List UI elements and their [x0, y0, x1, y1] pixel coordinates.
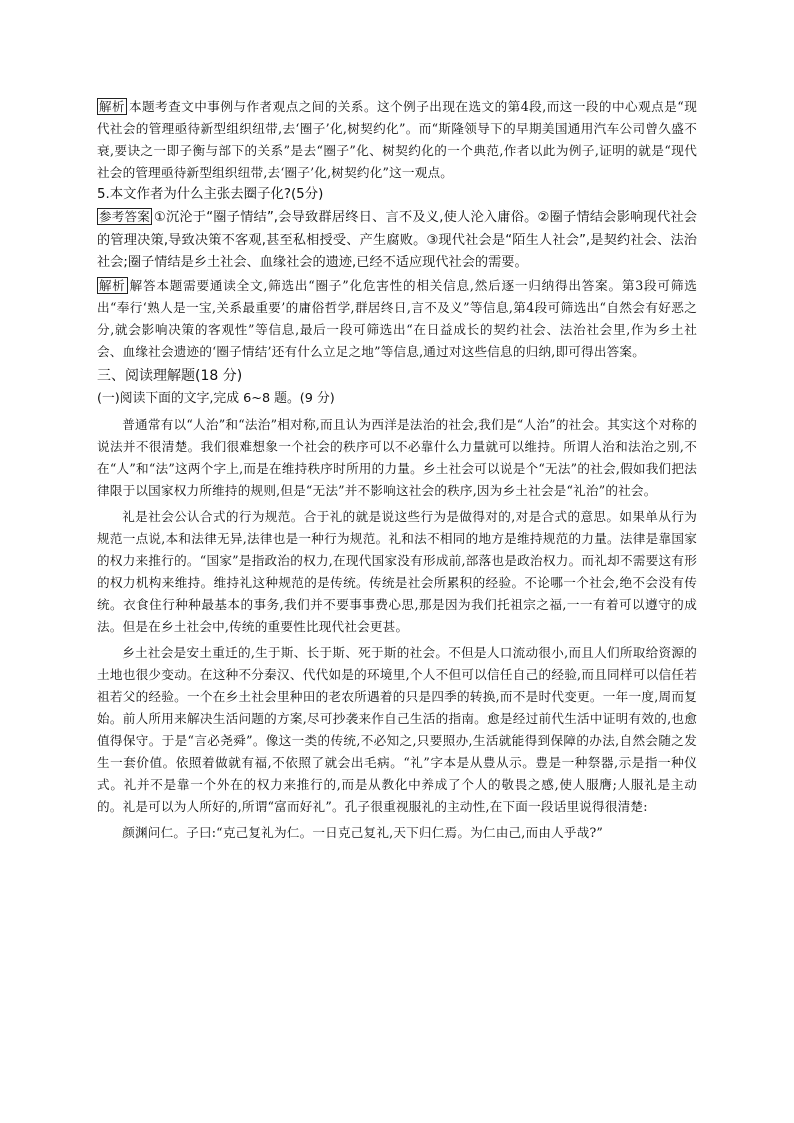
question-5: 5.本文作者为什么主张去圈子化?(5分) — [97, 187, 324, 202]
analysis-label: 解析 — [99, 277, 126, 293]
passage-paragraph-4: 颜渊问仁。子曰:“克己复礼为仁。一日克己复礼,天下归仁焉。为仁由己,而由人乎哉?” — [122, 824, 604, 840]
answer-text-5: ①沉沦于“圈子情结”,会导致群居终日、言不及义,使人沦入庸俗。②圈子情结会影响现代社会的管理决策,导致决策不客观,甚至私相授受、产生腐败。③现代社会是“陌生人社会”,是契约社会、法治社会;圈子情结是乡土社会、血缘社会的遗迹,已经不适应现代社会的需要。 — [97, 210, 697, 270]
analysis-text-2: 解答本题需要通读全文,筛选出“圈子”化危害性的相关信息,然后逐一归纳得出答案。第3段可筛选出“奉行‘熟人是一宝,关系最重要’的庸俗哲学,群居终日,言不及义”等信息,第4段可筛选出“自然会有好恶之分,就会影响决策的客观性”等信息,最后一段可筛选出“在日益成长的契约社会、法治社会里,作为乡土社会、血缘社会遗迹的‘圈子情结’还有什么立足之地”等信息,通过对这些信息的归纳,即可得出答案。 — [97, 277, 697, 359]
passage-paragraph-3: 乡土社会是安土重迁的,生于斯、长于斯、死于斯的社会。不但是人口流动很小,而且人们所取给资源的土地也很少变动。在这种不分秦汉、代代如是的环境里,个人不但可以信任自己的经验,而且同样可以信任若祖若父的经验。一个在乡土社会里种田的老农所遇着的只是四季的转换,而不是时代变更。一年一度,周而复始。前人所用来解决生活问题的方案,尽可抄袭来作自己生活的指南。愈是经过前代生活中证明有效的,也愈值得保守。于是“言必尧舜”。像这一类的传统,不必知之,只要照办,生活就能得到保障的办法,自然会随之发生一套价值。依照着做就有福,不依照了就会出毛病。“礼”字本是从豊从示。豊是一种祭器,示是指一种仪式。礼并不是靠一个外在的权力来推行的,而是从教化中养成了个人的敬畏之感,使人服膺;人服礼是主动的。礼是可以为人所好的,所谓“富而好礼”。孔子很重视服礼的主动性,在下面一段话里说得很清楚: — [97, 644, 697, 814]
analysis-block-1 — [97, 96, 697, 184]
passage-paragraph-1: 普通常有以“人治”和“法治”相对称,而且认为西洋是法治的社会,我们是“人治”的社会。其实这个对称的说法并不很清楚。我们很难想象一个社会的秩序可以不必靠什么力量就可以维持。所谓人治和法治之别,不在“人”和“法”这两个字上,而是在维持秩序时所用的力量。乡土社会可以说是个“无法”的社会,假如我们把法律限于以国家权力所维持的规则,但是“无法”并不影响这社会的秩序,因为乡土社会是“礼治”的社会。 — [97, 416, 697, 498]
subsection-heading: (一)阅读下面的文字,完成 6~8 题。(9 分) — [97, 390, 335, 406]
section-heading: 三、阅读理解题(18 分) — [97, 367, 243, 384]
passage-paragraph-2: 礼是社会公认合式的行为规范。合于礼的就是说这些行为是做得对的,对是合式的意思。如果单从行为规范一点说,本和法律无异,法律也是一种行为规范。礼和法不相同的地方是维持规范的力量。法律是靠国家的权力来推行的。“国家”是指政治的权力,在现代国家没有形成前,部落也是政治权力。而礼却不需要这有形的权力机构来维持。维持礼这种规范的是传统。传统是社会所累积的经验。不论哪一个社会,绝不会没有传统。衣食住行种种最基本的事务,我们并不要事事费心思,那是因为我们托祖宗之福,一一有着可以遵守的成法。但是在乡土社会中,传统的重要性比现代社会更甚。 — [97, 508, 698, 634]
document-page — [97, 96, 697, 844]
answer-block-5 — [97, 206, 697, 275]
analysis-text-1: 本题考查文中事例与作者观点之间的关系。这个例子出现在选文的第4段,而这一段的中心观点是“现代社会的管理亟待新型组织纽带,去‘圈子’化,树契约化”。而“斯隆领导下的早期美国通用汽车公司曾久盛不衰,要诀之一即子衡与部下的关系”是去“圈子”化、树契约化的一个典范,作者以此为例子,证明的就是“现代社会的管理亟待新型组织纽带,去‘圈子’化,树契约化”这一观点。 — [97, 99, 697, 180]
analysis-label: 解析 — [99, 99, 125, 114]
answer-label: 参考答案 — [99, 209, 150, 224]
analysis-block-2 — [97, 275, 697, 363]
